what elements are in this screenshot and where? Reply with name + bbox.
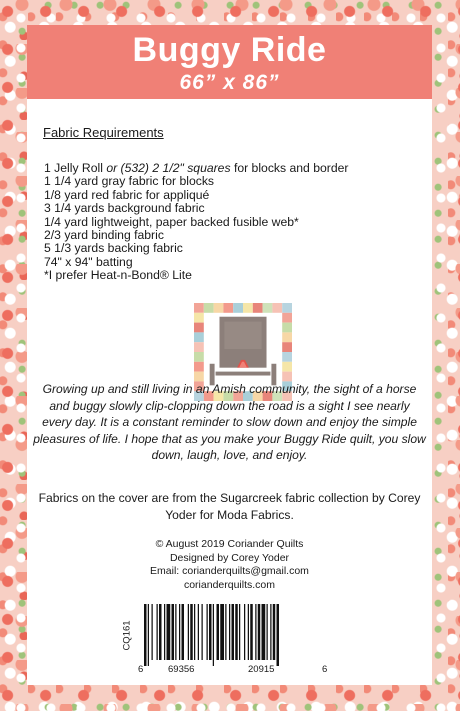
- barcode-bar: [255, 604, 256, 660]
- website-line: corianderquilts.com: [183, 578, 276, 591]
- barcode-bar: [159, 604, 162, 660]
- requirement-item: 1/8 yard red fabric for appliqué: [44, 187, 210, 202]
- barcode-digit-2: 6: [322, 664, 328, 675]
- barcode-bar: [262, 604, 266, 660]
- fabrics-note: Fabrics on the cover are from the Sugarcreek fabric collection by Corey Yoder for Moda Fabrics.: [38, 491, 421, 522]
- barcode-bar: [225, 604, 226, 660]
- buggy-window: [224, 322, 261, 349]
- barcode-digit-1: 6: [138, 664, 144, 675]
- requirement-item: 1/4 yard lightweight, paper backed fusible web*: [44, 214, 299, 229]
- sku-label: CQ161: [121, 620, 133, 651]
- barcode-bar: [190, 604, 193, 660]
- barcode-bar: [217, 604, 220, 660]
- requirement-item: 1 Jelly Roll or (532) 2 1/2" squares for blocks and border: [44, 161, 349, 175]
- buggy-axle: [216, 372, 271, 376]
- copyright-line: © August 2019 Coriander Quilts: [155, 538, 304, 550]
- credits: [27, 538, 432, 592]
- barcode-bar: [202, 604, 203, 660]
- barcode-bar: [194, 604, 195, 660]
- barcode-bar: [232, 604, 235, 660]
- requirement-item: 5 1/3 yards backing fabric: [44, 241, 183, 256]
- barcode-digit-group-1: 69356: [168, 664, 195, 675]
- barcode-bar: [144, 604, 147, 666]
- story-paragraph: Growing up and still living in an Amish community, the sight of a horse and buggy slowly clip-clopping down the road is a sight I see nearly every day. It is a constant reminder to slow down and enjoy the simple pleasures of life. I hope that as you make your Buggy Ride quilt, you slow down, laugh, love, and enjoy.: [33, 382, 426, 462]
- requirements-list: [44, 162, 424, 283]
- requirement-item: 3 1/4 yards background fabric: [44, 201, 205, 216]
- barcode-bar: [182, 604, 185, 660]
- barcode-bar: [148, 604, 149, 666]
- barcode-digits: [138, 664, 330, 678]
- barcode-bar: [258, 604, 261, 660]
- requirement-item: *I prefer Heat-n-Bond® Lite: [44, 268, 192, 283]
- barcode-bar: [167, 604, 171, 660]
- barcode-bar: [235, 604, 238, 660]
- barcode-digit-group-2: 20915: [248, 664, 275, 675]
- barcode-bar: [229, 604, 230, 660]
- barcode-bar: [152, 604, 153, 660]
- quilt-size: 66” x 86”: [179, 71, 280, 94]
- content-panel: [27, 25, 432, 685]
- requirement-item: 74" x 94" batting: [44, 254, 133, 269]
- designer-line: Designed by Corey Yoder: [169, 551, 290, 564]
- barcode-bar: [239, 604, 240, 660]
- barcode-bar: [164, 604, 165, 660]
- requirements-heading: Fabric Requirements: [43, 125, 164, 140]
- barcode-bar: [248, 604, 249, 660]
- title-band: [27, 25, 432, 99]
- barcode-bar: [209, 604, 212, 660]
- barcode-bar: [220, 604, 224, 660]
- barcode-bar: [157, 604, 158, 660]
- barcode-bar: [270, 604, 271, 660]
- requirement-item: 2/3 yard binding fabric: [44, 228, 164, 243]
- barcode-box: [122, 600, 332, 682]
- barcode-bar: [213, 604, 214, 666]
- barcode-bar: [172, 604, 175, 660]
- barcode-bar: [179, 604, 180, 660]
- barcode-bar: [273, 604, 276, 660]
- barcode-bar: [244, 604, 245, 660]
- email-line: Email: corianderquilts@gmail.com: [150, 565, 309, 577]
- barcode-bar: [198, 604, 199, 660]
- barcode-bar: [277, 604, 280, 666]
- barcode-bar: [250, 604, 253, 660]
- requirement-item: 1 1/4 yard gray fabric for blocks: [44, 174, 215, 189]
- barcode: [144, 604, 324, 666]
- barcode-bar: [175, 604, 176, 660]
- barcode-bar: [267, 604, 268, 660]
- pattern-title: Buggy Ride: [132, 31, 327, 69]
- barcode-bar: [207, 604, 208, 660]
- barcode-bar: [188, 604, 189, 660]
